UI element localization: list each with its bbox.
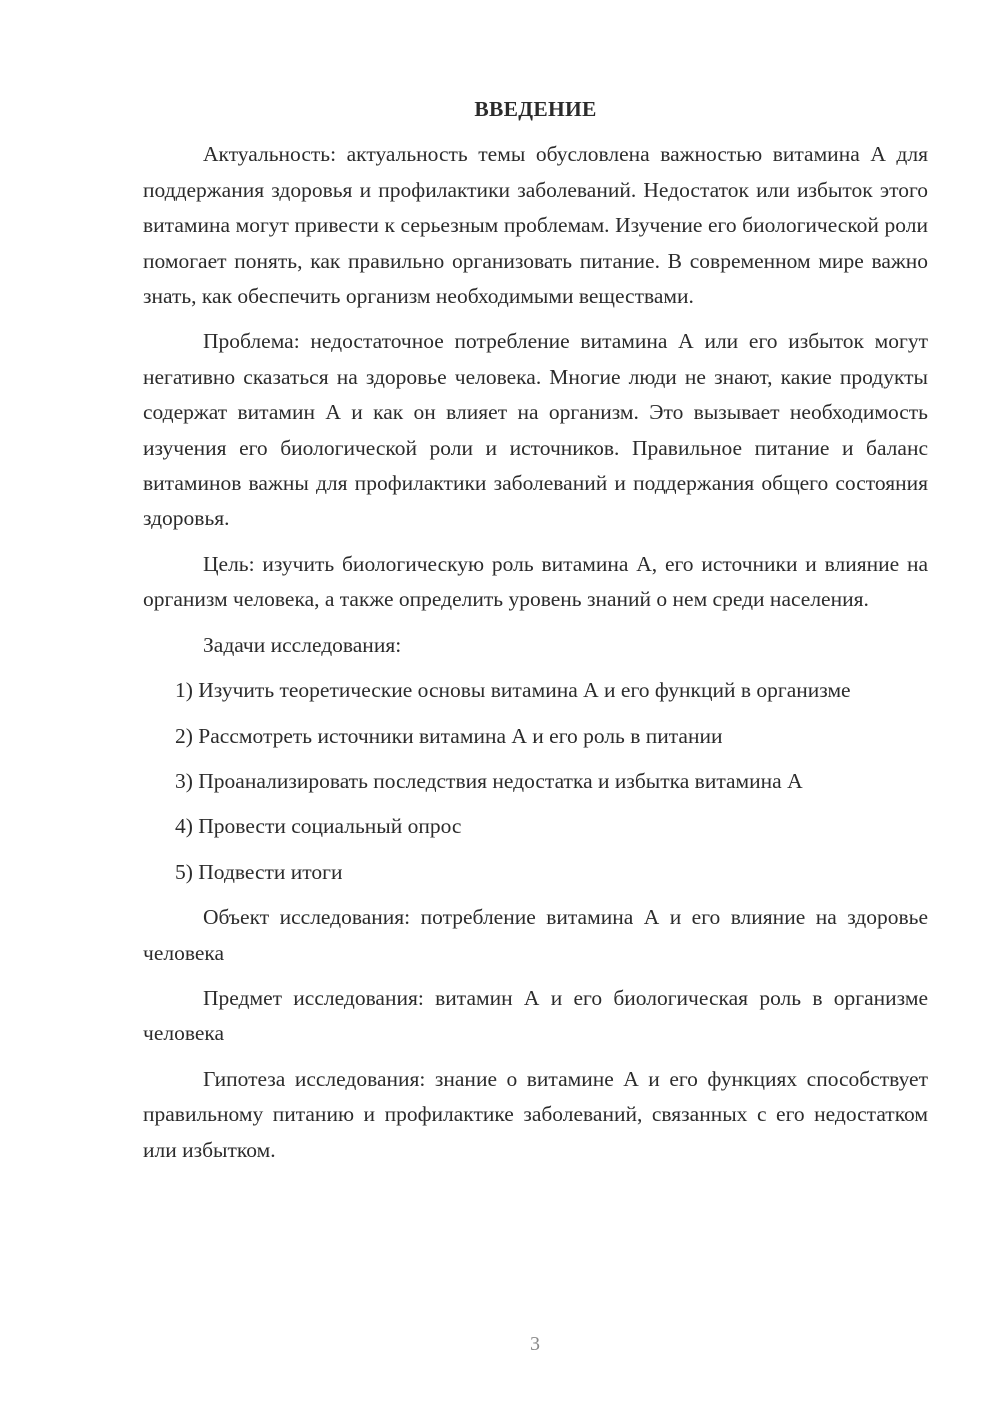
task-item: 5) Подвести итоги xyxy=(175,859,343,884)
tasks-label: Задачи исследования: xyxy=(203,632,402,657)
task-item: 3) Проанализировать последствия недостатка и избытка витамина А xyxy=(175,768,803,793)
section-title: ВВЕДЕНИЕ xyxy=(474,97,597,121)
task-item: 1) Изучить теоретические основы витамина А и его функций в организме xyxy=(175,678,851,703)
tasks-list xyxy=(143,673,928,890)
relevance-paragraph: Актуальность: актуальность темы обусловлена важностью витамина А для поддержания здоровья и профилактики заболеваний. Недостаток или избыток этого витамина могут привести к серьезным проблемам. Изучение его биологической роли помогает понять, как правильно организовать питание. В современном мире важно знать, как обеспечить организм необходимыми веществами. xyxy=(143,142,928,309)
page-number: 3 xyxy=(530,1333,540,1355)
problem-paragraph: Проблема: недостаточное потребление витамина А или его избыток могут негативно сказаться на здоровье человека. Многие люди не знают, какие продукты содержат витамин А и как он влияет на организм. Это вызывает необходимость изучения его биологической роли и источников. Правильное питание и баланс витаминов важны для профилактики заболеваний и поддержания общего состояния здоровья. xyxy=(143,329,928,531)
hypothesis-paragraph: Гипотеза исследования: знание о витамине А и его функциях способствует правильному питанию и профилактике заболеваний, связанных с его недостатком или избытком. xyxy=(143,1066,928,1162)
task-item: 4) Провести социальный опрос xyxy=(175,814,462,839)
object-paragraph: Объект исследования: потребление витамина А и его влияние на здоровье человека xyxy=(143,905,928,965)
page-body xyxy=(143,92,928,1178)
goal-paragraph: Цель: изучить биологическую роль витамина А, его источники и влияние на организм человека, а также определить уровень знаний о нем среди населения. xyxy=(143,551,928,612)
task-item: 2) Рассмотреть источники витамина А и его роль в питании xyxy=(175,723,723,748)
subject-paragraph: Предмет исследования: витамин А и его биологическая роль в организме человека xyxy=(143,985,928,1046)
